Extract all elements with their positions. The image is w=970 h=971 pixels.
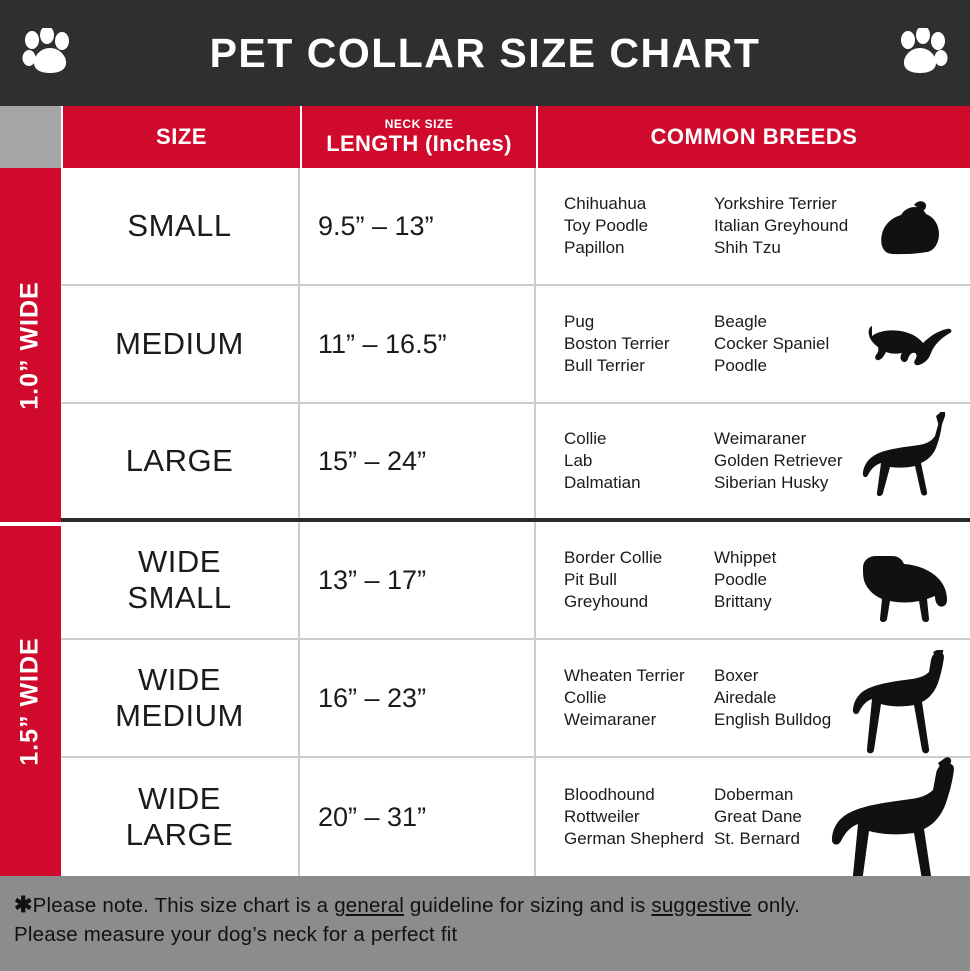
- breed-item: Papillon: [564, 238, 625, 257]
- table-row: [61, 758, 970, 876]
- breed-item: Poodle: [714, 570, 767, 589]
- footer-underline-general: general: [334, 894, 404, 917]
- cell-size: MEDIUM: [61, 286, 300, 402]
- breed-item: Toy Poodle: [564, 216, 649, 235]
- breed-list-col1: [564, 428, 714, 494]
- table-header-row: [0, 106, 970, 168]
- table-corner-cell: [0, 106, 61, 168]
- table-row: [61, 168, 970, 286]
- breed-item: Golden Retriever: [714, 451, 843, 470]
- cell-size: LARGE: [61, 404, 300, 518]
- breed-item: Poodle: [714, 356, 767, 375]
- breed-item: Wheaten Terrier: [564, 666, 685, 685]
- breed-item: St. Bernard: [714, 829, 800, 848]
- size-table: [0, 106, 970, 876]
- paw-print-icon: [896, 28, 950, 78]
- cell-neck-length: 16” – 23”: [300, 640, 536, 756]
- group-label-1-0-wide-text: 1.0” WIDE: [16, 280, 45, 410]
- table-row: [61, 404, 970, 522]
- breed-item: Weimaraner: [564, 710, 657, 729]
- cell-breeds: [536, 404, 970, 518]
- column-header-common-breeds: COMMON BREEDS: [536, 106, 970, 168]
- breed-item: Greyhound: [564, 592, 649, 611]
- bulldog-silhouette: [851, 550, 956, 630]
- cell-size-line2: SMALL: [127, 580, 232, 615]
- breed-item: Collie: [564, 429, 607, 448]
- beagle-silhouette: [854, 316, 964, 388]
- page-title: PET COLLAR SIZE CHART: [209, 29, 761, 76]
- chart-header: [0, 0, 970, 106]
- cell-size: [61, 640, 300, 756]
- group-label-1-5-wide-text: 1.5” WIDE: [16, 636, 45, 766]
- breed-item: Dalmatian: [564, 473, 641, 492]
- breed-item: Pit Bull: [564, 570, 617, 589]
- breed-item: Brittany: [714, 592, 772, 611]
- breed-list-col2: [714, 665, 864, 731]
- footer-line-2: Please measure your dog’s neck for a perfect fit: [14, 923, 458, 946]
- footer-note: [0, 876, 970, 971]
- group-label-1-0-wide: [0, 168, 61, 522]
- cell-size-line1: WIDE: [138, 662, 221, 697]
- breed-item: Italian Greyhound: [714, 216, 849, 235]
- breed-item: Shih Tzu: [714, 238, 781, 257]
- cell-size-line1: WIDE: [138, 544, 221, 579]
- column-header-size: SIZE: [61, 106, 300, 168]
- table-row: [61, 522, 970, 640]
- breed-list-col1: [564, 784, 714, 850]
- pomeranian-silhouette: [872, 196, 952, 266]
- breed-list-col1: [564, 311, 714, 377]
- breed-item: Whippet: [714, 548, 777, 567]
- cell-breeds: [536, 286, 970, 402]
- breed-list-col2: [714, 784, 864, 850]
- breed-item: Bull Terrier: [564, 356, 645, 375]
- table-row: [61, 286, 970, 404]
- breed-list-col1: [564, 193, 714, 259]
- breed-list-col2: [714, 547, 864, 613]
- breed-item: Pug: [564, 312, 595, 331]
- breed-item: German Shepherd: [564, 829, 704, 848]
- breed-item: Lab: [564, 451, 593, 470]
- cell-size: [61, 758, 300, 876]
- cell-neck-length: 20” – 31”: [300, 758, 536, 876]
- cell-breeds: [536, 640, 970, 756]
- breed-item: Border Collie: [564, 548, 663, 567]
- breed-list-col2: [714, 428, 864, 494]
- cell-neck-length: 11” – 16.5”: [300, 286, 536, 402]
- cell-breeds: [536, 522, 970, 638]
- breed-item: Airedale: [714, 688, 777, 707]
- breed-item: Yorkshire Terrier: [714, 194, 837, 213]
- footer-line-1: [14, 890, 954, 920]
- footer-text-a: Please note. This size chart is a: [32, 894, 335, 917]
- cell-size-line1: WIDE: [138, 781, 221, 816]
- breed-list-col1: [564, 547, 714, 613]
- asterisk-icon: ✱: [14, 892, 33, 917]
- breed-item: Rottweiler: [564, 807, 640, 826]
- breed-item: Boston Terrier: [564, 334, 670, 353]
- paw-print-icon: [20, 28, 74, 78]
- cell-size: [61, 522, 300, 638]
- breed-list-col1: [564, 665, 714, 731]
- breed-item: Beagle: [714, 312, 767, 331]
- breed-item: Collie: [564, 688, 607, 707]
- column-header-neck-main: LENGTH (Inches): [326, 131, 512, 156]
- footer-underline-suggestive: suggestive: [651, 894, 752, 917]
- cell-breeds: [536, 168, 970, 284]
- breed-item: Weimaraner: [714, 429, 807, 448]
- cell-neck-length: 13” – 17”: [300, 522, 536, 638]
- breed-item: Boxer: [714, 666, 759, 685]
- breed-item: Great Dane: [714, 807, 802, 826]
- column-header-neck-sub: NECK SIZE: [384, 117, 454, 131]
- group-label-1-5-wide: [0, 526, 61, 876]
- cell-breeds: [536, 758, 970, 876]
- cell-neck-length: 9.5” – 13”: [300, 168, 536, 284]
- breed-item: Siberian Husky: [714, 473, 829, 492]
- breed-item: English Bulldog: [714, 710, 832, 729]
- table-body: [61, 168, 970, 876]
- breed-list-col2: [714, 311, 864, 377]
- cell-size-line2: LARGE: [125, 817, 234, 852]
- cell-size: SMALL: [61, 168, 300, 284]
- footer-text-c: only.: [751, 894, 801, 917]
- cell-neck-length: 15” – 24”: [300, 404, 536, 518]
- column-header-neck-length: [300, 106, 536, 168]
- breed-item: Bloodhound: [564, 785, 655, 804]
- breed-item: Chihuahua: [564, 194, 647, 213]
- cell-size-line2: MEDIUM: [115, 698, 244, 733]
- breed-item: Cocker Spaniel: [714, 334, 830, 353]
- footer-text-b: guideline for sizing and is: [403, 894, 652, 917]
- table-row: [61, 640, 970, 758]
- breed-list-col2: [714, 193, 864, 259]
- breed-item: Doberman: [714, 785, 794, 804]
